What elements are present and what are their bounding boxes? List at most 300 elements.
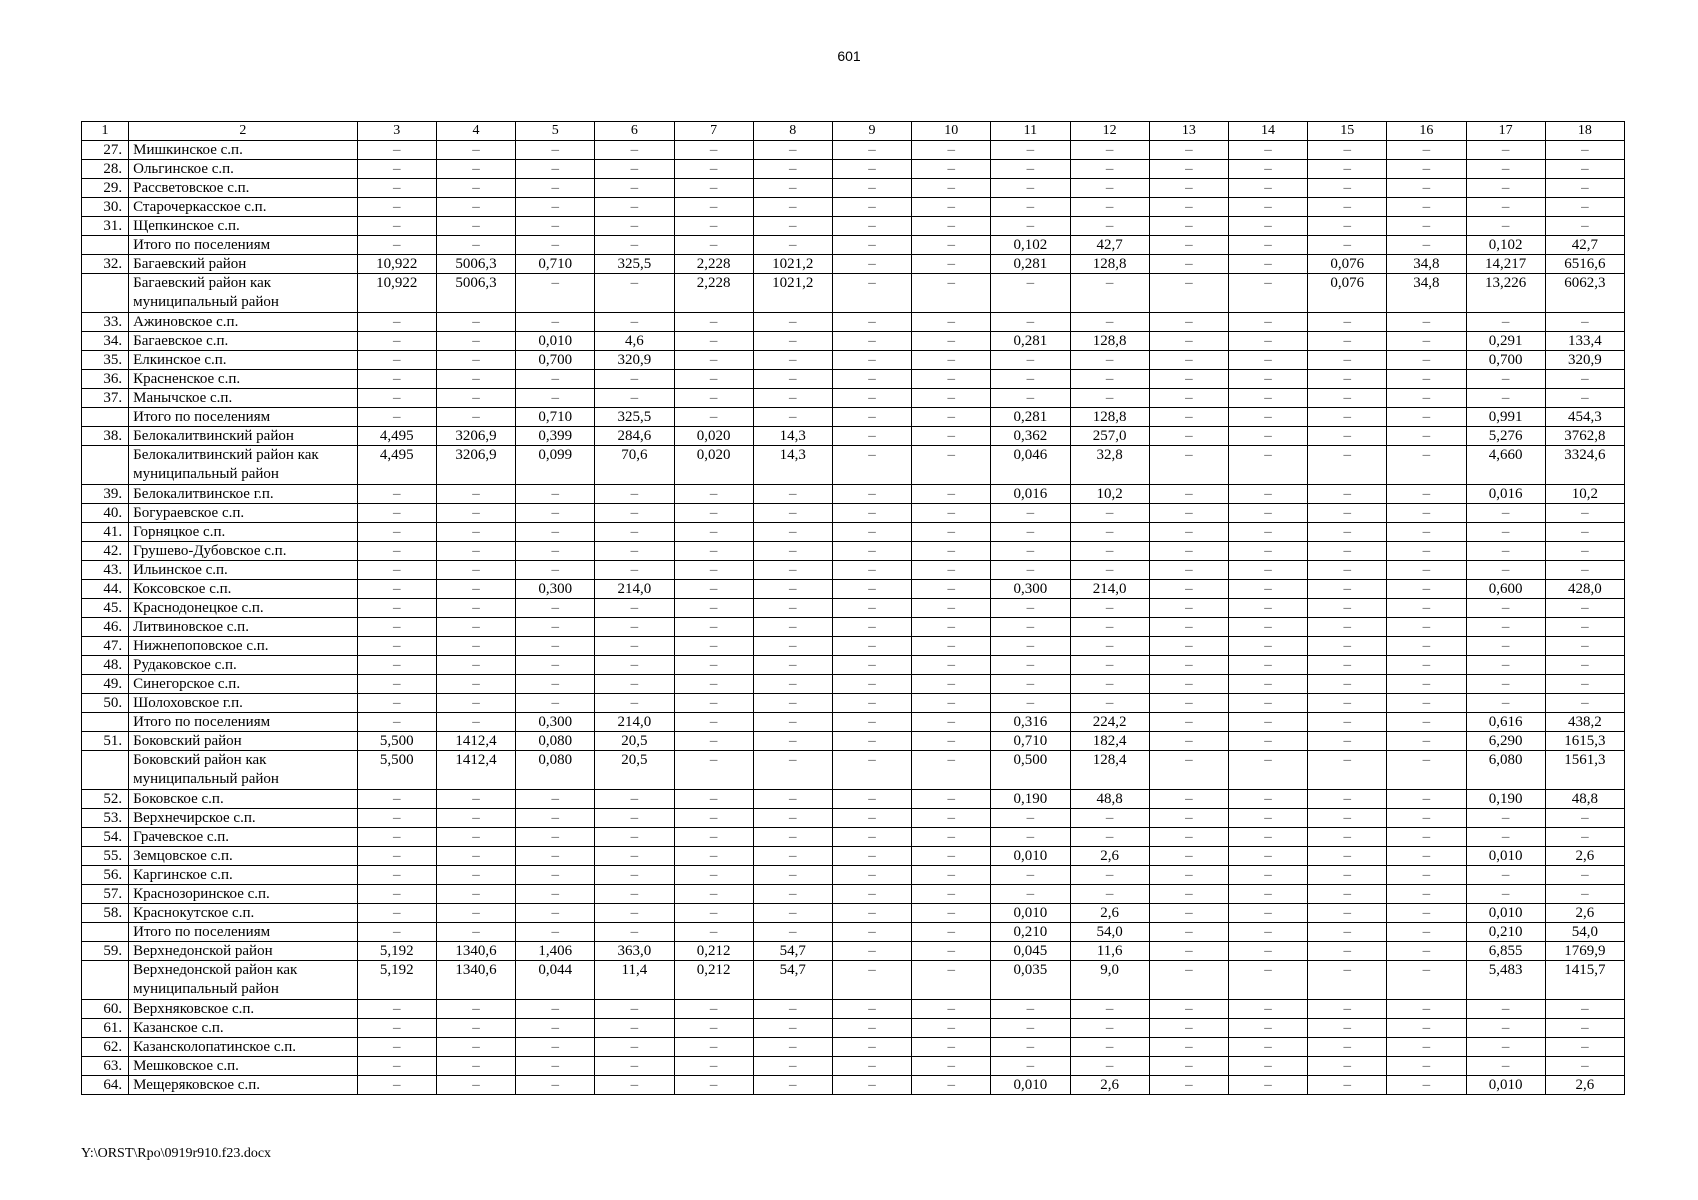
value-cell: – — [595, 828, 674, 847]
row-number-cell: 44. — [82, 580, 129, 599]
value-cell: 0,020 — [674, 446, 753, 485]
value-cell: – — [1387, 942, 1466, 961]
value-cell: – — [357, 637, 436, 656]
value-cell: – — [357, 923, 436, 942]
value-cell: – — [357, 1000, 436, 1019]
value-cell: – — [595, 790, 674, 809]
row-name-cell: Коксовское с.п. — [129, 580, 358, 599]
value-cell: – — [912, 542, 991, 561]
row-name-cell: Нижнепоповское с.п. — [129, 637, 358, 656]
value-cell: – — [357, 504, 436, 523]
table-row — [82, 942, 1625, 961]
value-cell: – — [1466, 656, 1545, 675]
value-cell: – — [1149, 885, 1228, 904]
value-cell: – — [832, 1000, 911, 1019]
value-cell: – — [1228, 1057, 1307, 1076]
value-cell: – — [912, 1057, 991, 1076]
value-cell: – — [1070, 866, 1149, 885]
value-cell: – — [1387, 141, 1466, 160]
value-cell: – — [991, 618, 1070, 637]
value-cell: – — [1228, 904, 1307, 923]
value-cell: – — [674, 637, 753, 656]
value-cell: – — [912, 1019, 991, 1038]
value-cell: – — [595, 523, 674, 542]
table-row — [82, 961, 1625, 1000]
value-cell: – — [357, 1019, 436, 1038]
data-table — [81, 121, 1625, 1095]
value-cell: – — [1466, 160, 1545, 179]
value-cell: – — [753, 217, 832, 236]
value-cell: – — [516, 637, 595, 656]
value-cell: – — [357, 485, 436, 504]
value-cell: – — [1308, 504, 1387, 523]
value-cell: – — [1228, 809, 1307, 828]
value-cell: – — [1308, 885, 1387, 904]
value-cell: – — [753, 370, 832, 389]
value-cell: – — [674, 618, 753, 637]
row-number-cell: 36. — [82, 370, 129, 389]
table-row — [82, 866, 1625, 885]
value-cell: – — [753, 236, 832, 255]
row-number-cell: 29. — [82, 179, 129, 198]
column-number-cell: 11 — [991, 122, 1070, 141]
value-cell: – — [1308, 485, 1387, 504]
value-cell: – — [595, 923, 674, 942]
value-cell: – — [436, 656, 515, 675]
value-cell: – — [1070, 1000, 1149, 1019]
value-cell: – — [436, 923, 515, 942]
value-cell: – — [1228, 828, 1307, 847]
value-cell: – — [1228, 332, 1307, 351]
row-number-cell: 32. — [82, 255, 129, 274]
value-cell: – — [1149, 713, 1228, 732]
value-cell: – — [832, 255, 911, 274]
value-cell: – — [436, 351, 515, 370]
value-cell: – — [1149, 866, 1228, 885]
value-cell: – — [832, 389, 911, 408]
value-cell: – — [1387, 523, 1466, 542]
value-cell: – — [753, 351, 832, 370]
value-cell: – — [436, 198, 515, 217]
value-cell: – — [1308, 866, 1387, 885]
value-cell: – — [991, 351, 1070, 370]
value-cell: 0,010 — [1466, 1076, 1545, 1095]
row-name-cell: Белокалитвинское г.п. — [129, 485, 358, 504]
row-name-cell: Боковское с.п. — [129, 790, 358, 809]
row-name-cell: Земцовское с.п. — [129, 847, 358, 866]
value-cell: 3324,6 — [1545, 446, 1624, 485]
value-cell: – — [1466, 675, 1545, 694]
value-cell: – — [357, 904, 436, 923]
value-cell: – — [674, 1019, 753, 1038]
table-row — [82, 389, 1625, 408]
value-cell: – — [1387, 923, 1466, 942]
value-cell: – — [1149, 370, 1228, 389]
value-cell: – — [1228, 389, 1307, 408]
value-cell: – — [436, 179, 515, 198]
value-cell: – — [674, 732, 753, 751]
value-cell: – — [516, 790, 595, 809]
row-name-cell: Ольгинское с.п. — [129, 160, 358, 179]
value-cell: 5,500 — [357, 732, 436, 751]
value-cell: – — [516, 809, 595, 828]
table-row — [82, 179, 1625, 198]
value-cell: – — [912, 1000, 991, 1019]
value-cell: – — [1149, 751, 1228, 790]
value-cell: – — [1466, 866, 1545, 885]
value-cell: – — [991, 1019, 1070, 1038]
value-cell: – — [1387, 885, 1466, 904]
row-name-cell: Мишкинское с.п. — [129, 141, 358, 160]
table-row — [82, 141, 1625, 160]
value-cell: – — [753, 198, 832, 217]
value-cell: 1561,3 — [1545, 751, 1624, 790]
value-cell: – — [1308, 198, 1387, 217]
value-cell: – — [674, 1076, 753, 1095]
value-cell: – — [1545, 809, 1624, 828]
value-cell: 3206,9 — [436, 446, 515, 485]
value-cell: – — [357, 561, 436, 580]
value-cell: – — [1466, 637, 1545, 656]
value-cell: – — [1070, 274, 1149, 313]
value-cell: – — [516, 274, 595, 313]
value-cell: 14,3 — [753, 427, 832, 446]
value-cell: – — [1070, 656, 1149, 675]
table-row — [82, 694, 1625, 713]
value-cell: – — [357, 389, 436, 408]
row-name-cell: Боковский район — [129, 732, 358, 751]
value-cell: – — [1466, 504, 1545, 523]
value-cell: 0,035 — [991, 961, 1070, 1000]
value-cell: 6,855 — [1466, 942, 1545, 961]
value-cell: – — [1149, 942, 1228, 961]
value-cell: 363,0 — [595, 942, 674, 961]
value-cell: 0,700 — [516, 351, 595, 370]
value-cell: – — [753, 828, 832, 847]
table-row — [82, 370, 1625, 389]
value-cell: – — [674, 599, 753, 618]
value-cell: – — [1545, 1057, 1624, 1076]
value-cell: 0,010 — [1466, 904, 1545, 923]
value-cell: 3206,9 — [436, 427, 515, 446]
value-cell: – — [753, 694, 832, 713]
value-cell: 20,5 — [595, 751, 674, 790]
value-cell: – — [1070, 828, 1149, 847]
value-cell: – — [912, 351, 991, 370]
value-cell: – — [1308, 141, 1387, 160]
value-cell: 2,6 — [1070, 904, 1149, 923]
column-number-cell: 6 — [595, 122, 674, 141]
value-cell: – — [1308, 942, 1387, 961]
table-row — [82, 751, 1625, 790]
value-cell: – — [595, 885, 674, 904]
value-cell: – — [1387, 1076, 1466, 1095]
value-cell: – — [357, 1076, 436, 1095]
value-cell: – — [832, 790, 911, 809]
value-cell: – — [516, 1019, 595, 1038]
value-cell: – — [516, 217, 595, 236]
value-cell: 0,710 — [991, 732, 1070, 751]
value-cell: – — [912, 961, 991, 1000]
value-cell: – — [1387, 351, 1466, 370]
row-number-cell: 53. — [82, 809, 129, 828]
row-number-cell — [82, 236, 129, 255]
value-cell: 54,0 — [1545, 923, 1624, 942]
value-cell: – — [1149, 847, 1228, 866]
value-cell: 10,2 — [1545, 485, 1624, 504]
row-name-cell: Манычское с.п. — [129, 389, 358, 408]
value-cell: – — [1228, 542, 1307, 561]
value-cell: – — [1308, 236, 1387, 255]
value-cell: – — [1466, 179, 1545, 198]
value-cell: – — [436, 160, 515, 179]
value-cell: – — [1228, 217, 1307, 236]
value-cell: – — [1387, 828, 1466, 847]
value-cell: – — [1149, 236, 1228, 255]
value-cell: – — [436, 485, 515, 504]
table-row — [82, 713, 1625, 732]
value-cell: – — [1466, 389, 1545, 408]
value-cell: – — [674, 332, 753, 351]
value-cell: – — [1070, 313, 1149, 332]
value-cell: – — [1466, 561, 1545, 580]
value-cell: – — [991, 370, 1070, 389]
value-cell: – — [674, 675, 753, 694]
table-row — [82, 1019, 1625, 1038]
value-cell: 1021,2 — [753, 274, 832, 313]
row-name-cell: Синегорское с.п. — [129, 675, 358, 694]
value-cell: – — [1387, 446, 1466, 485]
value-cell: – — [1149, 599, 1228, 618]
row-name-cell: Казанское с.п. — [129, 1019, 358, 1038]
value-cell: – — [436, 542, 515, 561]
row-number-cell: 60. — [82, 1000, 129, 1019]
value-cell: 5,276 — [1466, 427, 1545, 446]
value-cell: – — [1545, 561, 1624, 580]
value-cell: – — [595, 1038, 674, 1057]
value-cell: 2,6 — [1070, 1076, 1149, 1095]
value-cell: 224,2 — [1070, 713, 1149, 732]
value-cell: – — [912, 713, 991, 732]
value-cell: – — [357, 847, 436, 866]
column-number-cell: 8 — [753, 122, 832, 141]
value-cell: – — [1070, 351, 1149, 370]
table-row — [82, 732, 1625, 751]
value-cell: – — [436, 790, 515, 809]
row-number-cell: 63. — [82, 1057, 129, 1076]
row-number-cell: 35. — [82, 351, 129, 370]
value-cell: – — [1545, 618, 1624, 637]
row-name-cell: Щепкинское с.п. — [129, 217, 358, 236]
value-cell: 0,210 — [991, 923, 1070, 942]
value-cell: – — [1466, 694, 1545, 713]
value-cell: – — [912, 332, 991, 351]
value-cell: – — [753, 313, 832, 332]
value-cell: – — [516, 923, 595, 942]
value-cell: – — [753, 885, 832, 904]
value-cell: – — [1545, 504, 1624, 523]
value-cell: – — [436, 809, 515, 828]
value-cell: – — [1387, 694, 1466, 713]
value-cell: – — [832, 1019, 911, 1038]
table-row — [82, 160, 1625, 179]
value-cell: – — [436, 885, 515, 904]
value-cell: – — [1387, 332, 1466, 351]
value-cell: – — [1149, 561, 1228, 580]
value-cell: – — [357, 618, 436, 637]
value-cell: – — [1149, 427, 1228, 446]
value-cell: – — [753, 1076, 832, 1095]
row-number-cell: 27. — [82, 141, 129, 160]
value-cell: – — [1545, 1019, 1624, 1038]
value-cell: – — [1228, 713, 1307, 732]
value-cell: – — [1308, 408, 1387, 427]
value-cell: – — [991, 1038, 1070, 1057]
value-cell: – — [753, 179, 832, 198]
value-cell: – — [912, 523, 991, 542]
value-cell: – — [1228, 255, 1307, 274]
value-cell: 2,6 — [1545, 1076, 1624, 1095]
table-row — [82, 255, 1625, 274]
value-cell: – — [1387, 866, 1466, 885]
value-cell: – — [436, 618, 515, 637]
value-cell: – — [1149, 828, 1228, 847]
value-cell: – — [832, 694, 911, 713]
value-cell: – — [753, 675, 832, 694]
value-cell: – — [1308, 580, 1387, 599]
value-cell: – — [832, 370, 911, 389]
row-name-cell: Верхнедонской район как муниципальный район — [129, 961, 358, 1000]
value-cell: – — [912, 694, 991, 713]
table-row — [82, 637, 1625, 656]
row-number-cell: 54. — [82, 828, 129, 847]
value-cell: – — [1149, 274, 1228, 313]
value-cell: – — [1387, 313, 1466, 332]
row-number-cell: 49. — [82, 675, 129, 694]
value-cell: – — [595, 370, 674, 389]
value-cell: – — [1070, 160, 1149, 179]
value-cell: – — [753, 561, 832, 580]
row-number-cell: 39. — [82, 485, 129, 504]
value-cell: 454,3 — [1545, 408, 1624, 427]
value-cell: – — [1070, 1019, 1149, 1038]
value-cell: – — [1149, 160, 1228, 179]
value-cell: 2,228 — [674, 274, 753, 313]
value-cell: – — [832, 580, 911, 599]
row-number-cell: 37. — [82, 389, 129, 408]
value-cell: – — [1149, 1076, 1228, 1095]
value-cell: – — [674, 523, 753, 542]
value-cell: – — [1308, 1019, 1387, 1038]
row-number-cell — [82, 446, 129, 485]
value-cell: – — [1070, 504, 1149, 523]
value-cell: 0,212 — [674, 942, 753, 961]
value-cell: – — [832, 866, 911, 885]
row-number-cell: 59. — [82, 942, 129, 961]
value-cell: – — [357, 713, 436, 732]
value-cell: – — [436, 1076, 515, 1095]
value-cell: 0,212 — [674, 961, 753, 1000]
value-cell: 32,8 — [1070, 446, 1149, 485]
value-cell: – — [753, 1019, 832, 1038]
value-cell: – — [516, 1057, 595, 1076]
value-cell: – — [436, 580, 515, 599]
value-cell: – — [1070, 389, 1149, 408]
column-number-cell: 18 — [1545, 122, 1624, 141]
value-cell: 1615,3 — [1545, 732, 1624, 751]
row-number-cell: 56. — [82, 866, 129, 885]
value-cell: – — [1070, 179, 1149, 198]
value-cell: – — [912, 580, 991, 599]
value-cell: – — [912, 923, 991, 942]
value-cell: – — [753, 504, 832, 523]
value-cell: 0,399 — [516, 427, 595, 446]
value-cell: – — [516, 236, 595, 255]
value-cell: – — [912, 656, 991, 675]
table-row — [82, 427, 1625, 446]
value-cell: – — [1149, 790, 1228, 809]
value-cell: 0,281 — [991, 255, 1070, 274]
value-cell: 10,922 — [357, 255, 436, 274]
value-cell: – — [912, 1038, 991, 1057]
table-header-row — [82, 122, 1625, 141]
value-cell: – — [1070, 217, 1149, 236]
value-cell: – — [753, 580, 832, 599]
value-cell: – — [753, 1038, 832, 1057]
row-number-cell: 57. — [82, 885, 129, 904]
value-cell: 1412,4 — [436, 732, 515, 751]
table-row — [82, 217, 1625, 236]
value-cell: – — [1228, 446, 1307, 485]
value-cell: – — [1466, 1057, 1545, 1076]
value-cell: – — [1228, 694, 1307, 713]
value-cell: 320,9 — [595, 351, 674, 370]
row-name-cell: Красненское с.п. — [129, 370, 358, 389]
value-cell: – — [436, 637, 515, 656]
value-cell: – — [753, 408, 832, 427]
value-cell: 0,281 — [991, 408, 1070, 427]
value-cell: – — [1387, 1019, 1466, 1038]
value-cell: – — [595, 866, 674, 885]
value-cell: – — [1387, 847, 1466, 866]
table-body — [82, 122, 1625, 1095]
value-cell: – — [1387, 408, 1466, 427]
value-cell: – — [832, 504, 911, 523]
value-cell: – — [436, 866, 515, 885]
value-cell: – — [1387, 1057, 1466, 1076]
value-cell: – — [991, 160, 1070, 179]
value-cell: – — [753, 599, 832, 618]
value-cell: – — [1308, 332, 1387, 351]
value-cell: – — [1308, 599, 1387, 618]
value-cell: – — [1149, 637, 1228, 656]
value-cell: – — [1387, 580, 1466, 599]
value-cell: – — [912, 198, 991, 217]
row-name-cell: Итого по поселениям — [129, 236, 358, 255]
value-cell: 0,080 — [516, 732, 595, 751]
value-cell: – — [1308, 1057, 1387, 1076]
value-cell: – — [357, 1038, 436, 1057]
value-cell: – — [674, 141, 753, 160]
value-cell: – — [674, 236, 753, 255]
value-cell: 0,616 — [1466, 713, 1545, 732]
value-cell: – — [595, 1019, 674, 1038]
value-cell: 2,6 — [1545, 904, 1624, 923]
value-cell: – — [991, 1000, 1070, 1019]
value-cell: 48,8 — [1545, 790, 1624, 809]
row-number-cell: 55. — [82, 847, 129, 866]
value-cell: – — [1545, 1038, 1624, 1057]
